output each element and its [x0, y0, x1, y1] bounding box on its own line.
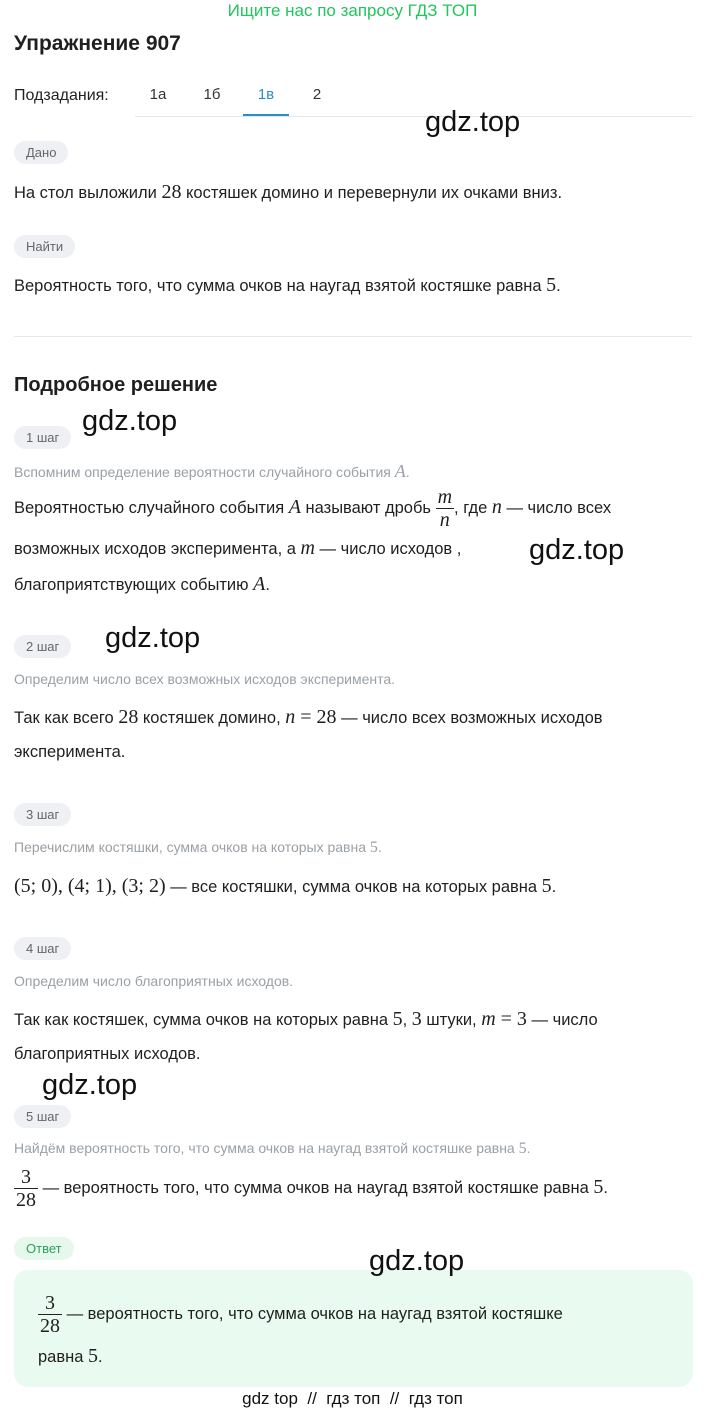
watermark: gdz.top — [82, 405, 178, 437]
step-1-line-3: благоприятствующих событию A. — [14, 573, 270, 595]
step-3-badge: 3 шаг — [14, 803, 71, 826]
subtasks-label: Подзадания: — [14, 87, 109, 104]
given-text: На стол выложили 28 костяшек домино и перевернули их очками вниз. — [14, 181, 563, 203]
find-badge: Найти — [14, 235, 75, 258]
given-badge: Дано — [14, 141, 68, 164]
watermark: gdz.top — [42, 1069, 138, 1101]
step-1-hint: Вспомним определение вероятности случайного события A. — [14, 461, 410, 481]
fraction-m-n: $\frac{m}{n}$ — [437, 486, 453, 531]
section-divider — [14, 336, 692, 337]
step-1-line-1: Вероятностью случайного события A называют дробь $\frac{m}{n}$ , где n — число всех — [14, 486, 612, 531]
search-banner: Ищите нас по запросу ГДЗ ТОП — [227, 1, 478, 20]
step-5-badge: 5 шаг — [14, 1105, 71, 1128]
solution-title: Подробное решение — [14, 374, 218, 396]
step-2-badge: 2 шаг — [14, 635, 71, 658]
answer-badge: Ответ — [14, 1237, 74, 1260]
subtasks-tabs — [135, 76, 692, 117]
tab-2[interactable]: 2 — [312, 86, 322, 103]
tab-1v[interactable]: 1в — [257, 86, 275, 103]
step-4-line-1: Так как костяшек, сумма очков на которых равна 5, 3 штуки, m = 3 — число — [14, 1008, 598, 1030]
step-1-line-2: возможных исходов эксперимента, а m — число исходов , — [14, 537, 462, 559]
active-tab-indicator — [243, 114, 289, 116]
step-1-badge: 1 шаг — [14, 426, 71, 449]
tab-1b[interactable]: 1б — [203, 86, 221, 103]
answer-line-1: $\frac{3}{28}$ — вероятность того, что сумма очков на наугад взятой костяшке — [40, 1292, 563, 1337]
step-4-hint: Определим число благоприятных исходов. — [14, 973, 294, 989]
step-2-line-1: Так как всего 28 костяшек домино, n = 28 — число всех возможных исходов — [14, 706, 603, 728]
step-4-line-2: благоприятных исходов. — [14, 1045, 201, 1063]
fraction-3-28: $\frac{3}{28}$ — [16, 1166, 36, 1211]
step-2-line-2: эксперимента. — [14, 743, 126, 761]
answer-line-2: равна 5. — [38, 1345, 103, 1367]
footer-links[interactable]: gdz top // гдз топ // гдз топ — [242, 1389, 463, 1408]
step-3-hint: Перечислим костяшки, сумма очков на которых равна 5. — [14, 839, 382, 856]
step-2-hint: Определим число всех возможных исходов эксперимента. — [14, 671, 396, 687]
watermark: gdz.top — [105, 622, 201, 654]
step-5-hint: Найдём вероятность того, что сумма очков на наугад взятой костяшке равна 5. — [14, 1140, 531, 1157]
answer-fraction: $\frac{3}{28}$ — [40, 1292, 60, 1337]
page-title: Упражнение 907 — [14, 32, 181, 55]
watermark: gdz.top — [529, 534, 625, 566]
watermark: gdz.top — [425, 106, 521, 138]
step-4-badge: 4 шаг — [14, 937, 71, 960]
find-text: Вероятность того, что сумма очков на наугад взятой костяшке равна 5. — [14, 274, 561, 296]
step-5-line-1: $\frac{3}{28}$ — вероятность того, что сумма очков на наугад взятой костяшке равна 5. — [16, 1166, 608, 1211]
step-3-line-1: (5; 0), (4; 1), (3; 2) — все костяшки, сумма очков на которых равна 5. — [14, 875, 557, 897]
tab-1a[interactable]: 1а — [149, 86, 167, 103]
watermark: gdz.top — [369, 1245, 465, 1277]
